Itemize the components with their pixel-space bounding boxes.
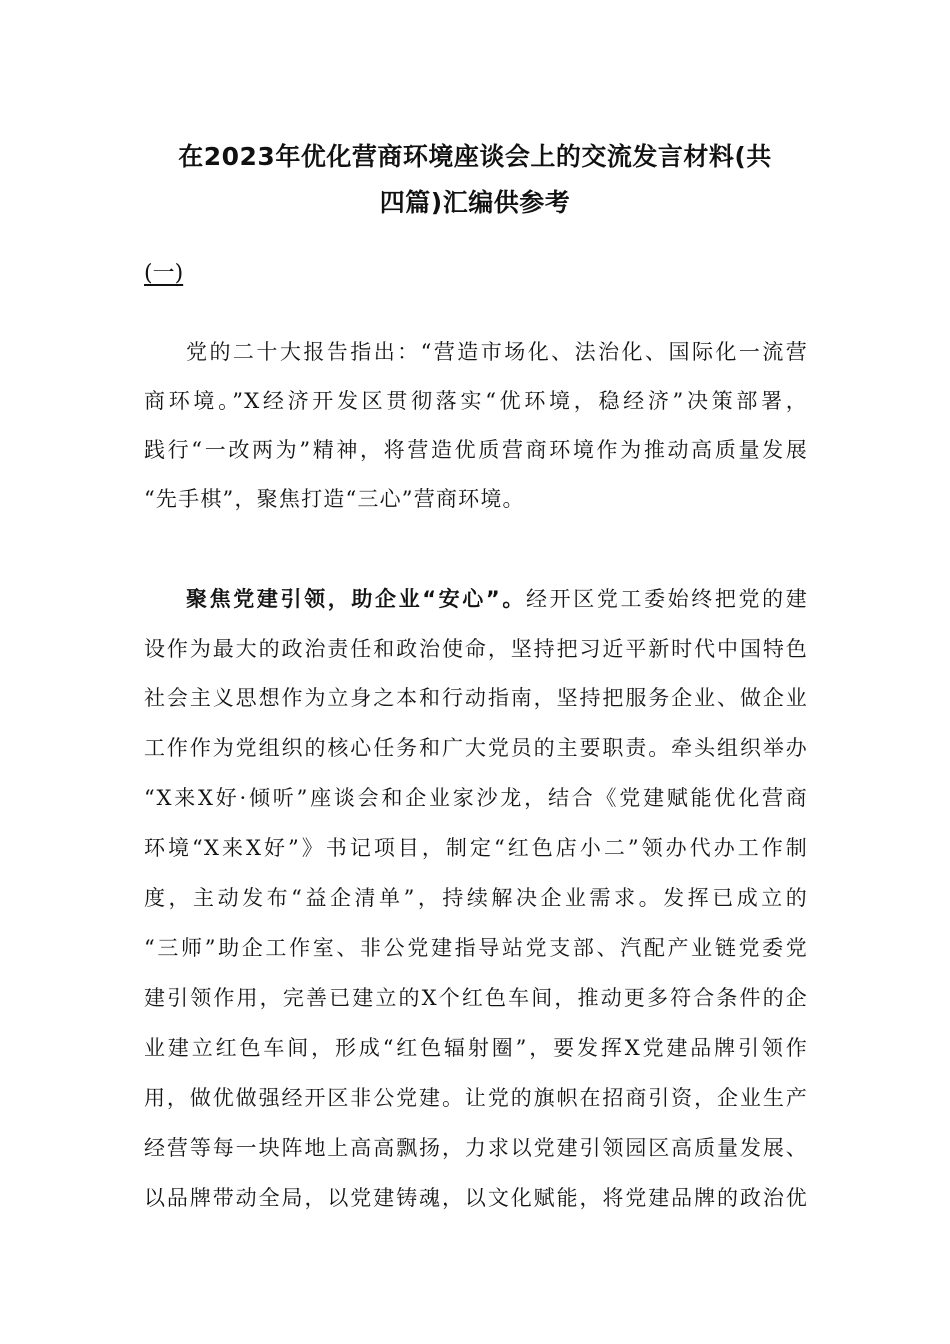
paragraph2-line-6: 环境“X来X好”》书记项目，制定“红色店小二”领办代办工作制 — [144, 836, 808, 860]
section-label: (一) — [144, 261, 184, 286]
paragraph1-line-1: 党的二十大报告指出：“营造市场化、法治化、国际化一流营 — [186, 340, 808, 364]
paragraph2-line-12: 经营等每一块阵地上高高飘扬，力求以党建引领园区高质量发展、 — [144, 1136, 808, 1160]
paragraph2-line-5: “X来X好·倾听”座谈会和企业家沙龙，结合《党建赋能优化营商 — [144, 786, 808, 810]
paragraph2-line-2: 设作为最大的政治责任和政治使命，坚持把习近平新时代中国特色 — [144, 637, 808, 661]
paragraph2-line-7: 度，主动发布“益企清单”，持续解决企业需求。发挥已成立的 — [144, 886, 808, 910]
paragraph2-line-9: 建引领作用，完善已建立的X个红色车间，推动更多符合条件的企 — [144, 986, 808, 1010]
document-title-line-1: 在2023年优化营商环境座谈会上的交流发言材料(共 — [178, 142, 772, 171]
paragraph2-line-8: “三师”助企工作室、非公党建指导站党支部、汽配产业链党委党 — [144, 936, 808, 960]
document-title-line-2: 四篇)汇编供参考 — [379, 188, 571, 217]
paragraph1-line-4: “先手棋”，聚焦打造“三心”营商环境。 — [144, 487, 525, 511]
paragraph1-line-3: 践行“一改两为”精神，将营造优质营商环境作为推动高质量发展 — [144, 438, 808, 462]
paragraph2-line-3: 社会主义思想作为立身之本和行动指南，坚持把服务企业、做企业 — [144, 686, 808, 710]
paragraph2-line-13: 以品牌带动全局，以党建铸魂，以文化赋能，将党建品牌的政治优 — [144, 1186, 808, 1210]
paragraph2-first-line-text: 经开区党工委始终把党的建 — [525, 587, 808, 611]
paragraph1-line-2: 商环境。”X经济开发区贯彻落实“优环境，稳经济”决策部署， — [144, 389, 808, 413]
paragraph2-lead-heading: 聚焦党建引领，助企业“安心”。 — [186, 587, 526, 611]
paragraph2-line-1 — [144, 587, 808, 611]
paragraph2-line-11: 用，做优做强经开区非公党建。让党的旗帜在招商引资，企业生产 — [144, 1086, 808, 1110]
paragraph2-line-10: 业建立红色车间，形成“红色辐射圈”，要发挥X党建品牌引领作 — [144, 1036, 808, 1060]
paragraph2-line-4: 工作作为党组织的核心任务和广大党员的主要职责。牵头组织举办 — [144, 736, 808, 760]
